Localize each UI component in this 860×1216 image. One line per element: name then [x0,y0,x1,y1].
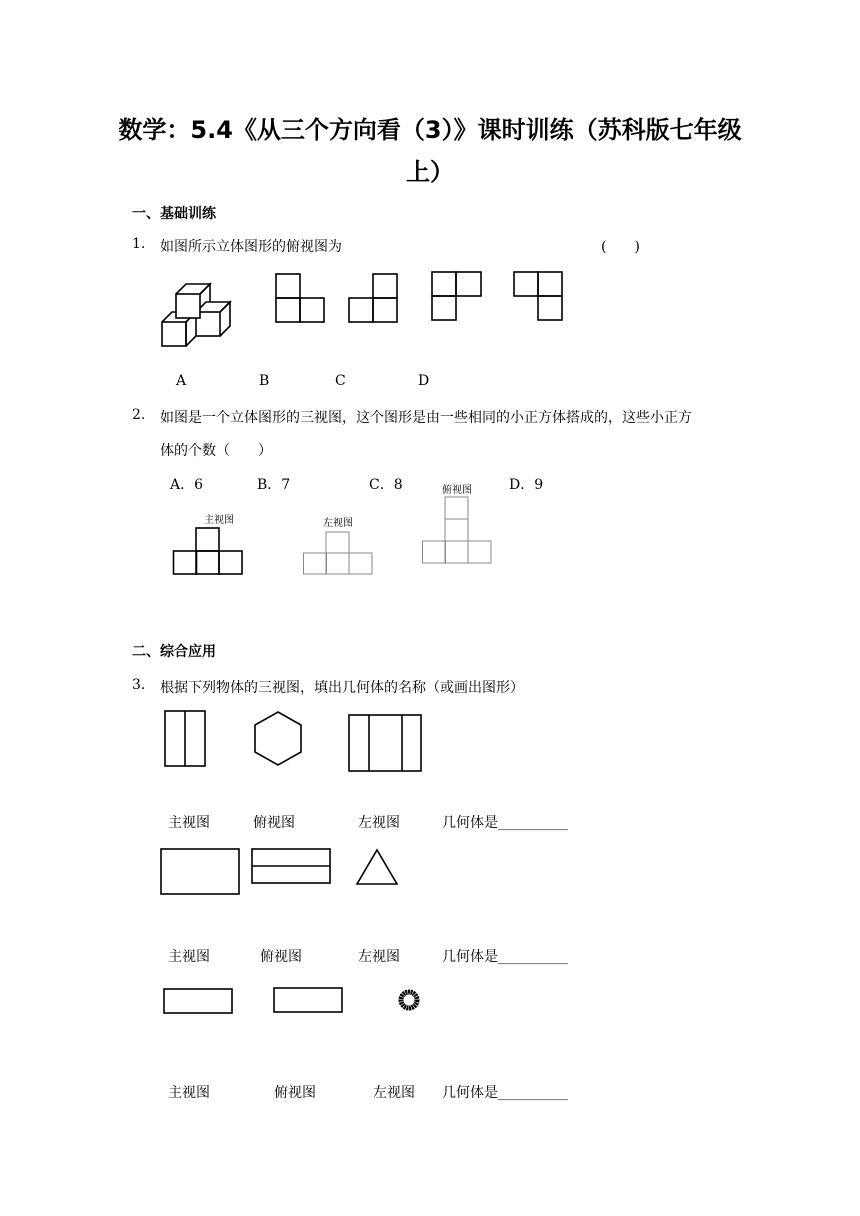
q3-row3-left-view-ring [397,988,421,1012]
q2-front-view-label: 主视图 [204,515,234,526]
q1-solid-figure [160,282,235,350]
q3-row1-front-label: 主视图 [168,815,210,831]
q3-row3-answer: 几何体是__________ [442,1085,568,1101]
q1-label-b: B [259,373,270,389]
q2-option-b: B．7 [257,477,291,493]
question-2-number: 2. [132,407,146,423]
question-1-answer-bracket: ( ) [601,239,640,255]
q3-row1-front-view [164,710,206,768]
q1-label-c: C [335,373,346,389]
q1-option-c-figure [431,271,483,321]
q3-row3-front-label: 主视图 [168,1085,210,1101]
q1-label-a: A [176,373,187,389]
q3-row2-front-label: 主视图 [168,949,210,965]
q2-option-d: D．9 [509,477,544,493]
page-title-line2: 上） [406,158,454,186]
q3-row2-top-view [251,848,333,886]
q3-row2-left-view-triangle [356,849,400,887]
q3-row3-top-label: 俯视图 [274,1085,316,1101]
q3-row1-top-label: 俯视图 [253,815,295,831]
q1-option-b-figure [348,273,398,323]
question-3-text: 根据下列物体的三视图，填出几何体的名称（或画出图形） [160,680,524,696]
question-2-text-line2: 体的个数（ ） [160,443,272,459]
section-heading-basic: 一、基础训练 [132,206,216,222]
q2-option-a: A．6 [170,477,204,493]
q2-front-view-figure [173,527,245,575]
q3-row2-answer: 几何体是__________ [442,949,568,965]
q2-left-view-label: 左视图 [323,518,353,529]
q3-row2-top-label: 俯视图 [260,949,302,965]
q3-row3-top-view [273,987,345,1015]
question-3-number: 3. [132,677,146,693]
q3-row3-front-view [163,988,235,1016]
question-1-number: 1. [132,236,146,252]
section-heading-application: 二、综合应用 [132,644,216,660]
q2-left-view-figure [303,531,375,577]
q3-row3-left-label: 左视图 [373,1085,415,1101]
q1-option-a-figure [275,273,325,323]
q1-option-d-figure [513,271,563,323]
q3-row2-left-label: 左视图 [358,949,400,965]
q2-option-c: C．8 [369,477,403,493]
q1-label-d: D [418,373,430,389]
q3-row1-left-view [348,714,423,772]
q3-row2-front-view [160,848,242,896]
q3-row1-answer: 几何体是__________ [442,815,568,831]
page-title-line1: 数学：5.4《从三个方向看（3）》课时训练（苏科版七年级 [118,116,742,144]
q3-row1-top-view-hexagon [253,711,303,767]
question-1-text: 如图所示立体图形的俯视图为 [160,239,342,255]
q3-row1-left-label: 左视图 [358,815,400,831]
q2-top-view-label: 俯视图 [442,485,472,496]
q2-top-view-figure [422,496,494,566]
question-2-text-line1: 如图是一个立体图形的三视图，这个图形是由一些相同的小正方体搭成的，这些小正方 [160,410,692,426]
